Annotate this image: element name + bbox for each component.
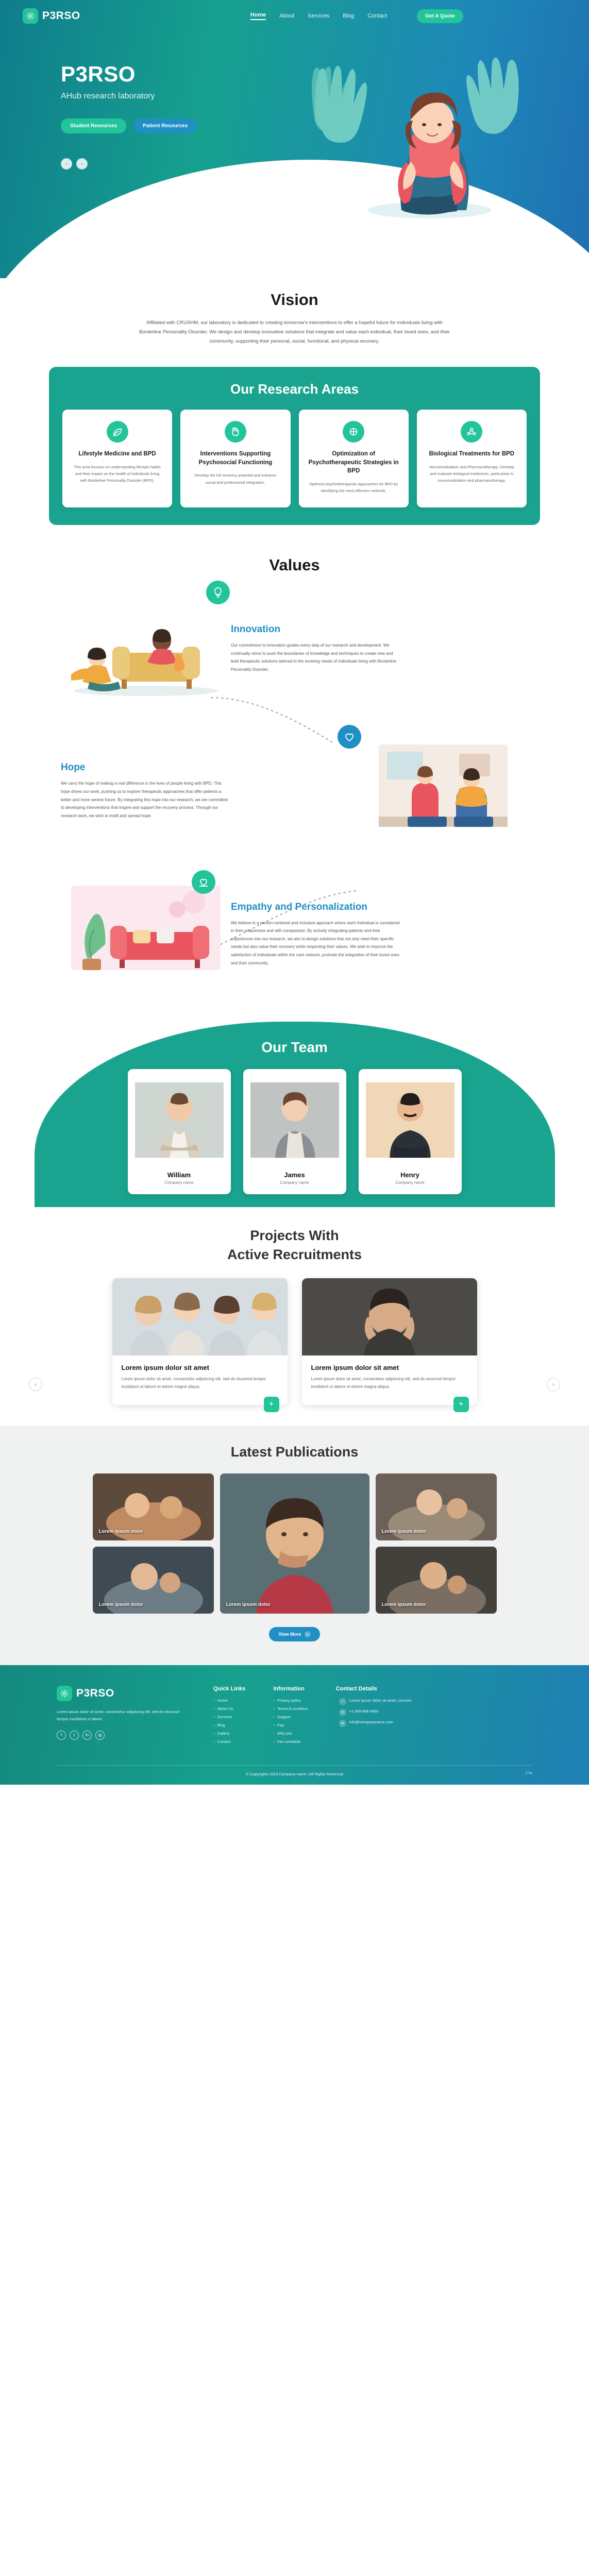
view-more-label: View More bbox=[278, 1632, 301, 1637]
publication-caption: Lorem ipsum dolor bbox=[381, 1602, 426, 1608]
project-card-list bbox=[0, 1278, 589, 1409]
publications-column-left bbox=[93, 1473, 214, 1614]
team-card-list bbox=[0, 1069, 589, 1194]
linkedin-icon[interactable]: in bbox=[82, 1731, 92, 1740]
publications-grid bbox=[0, 1473, 589, 1614]
innovation-illustration bbox=[61, 597, 231, 700]
research-card-title: Interventions Supporting Psychosocial Functioning bbox=[198, 451, 273, 466]
footer-contact bbox=[336, 1686, 412, 1748]
team-title: Our Team bbox=[261, 1039, 328, 1056]
research-card-list bbox=[49, 410, 540, 507]
value-text-empathy bbox=[231, 902, 528, 968]
publication-card[interactable] bbox=[376, 1473, 497, 1540]
projects-section bbox=[0, 1208, 589, 1426]
molecule-icon bbox=[461, 421, 482, 443]
footer-quick-links-title: Quick Links bbox=[213, 1686, 246, 1692]
value-row-hope bbox=[0, 739, 589, 842]
nav-links bbox=[250, 9, 463, 23]
footer-logo-text: P3RSO bbox=[76, 1687, 114, 1700]
hero-prev-arrow-icon[interactable]: ‹ bbox=[61, 158, 72, 170]
publication-caption: Lorem ipsum dolor bbox=[381, 1529, 426, 1535]
project-expand-plus-icon[interactable]: + bbox=[264, 1397, 279, 1412]
logo-text: P3RSO bbox=[42, 10, 80, 22]
publication-card[interactable] bbox=[93, 1547, 214, 1614]
research-card[interactable] bbox=[62, 410, 172, 507]
value-heading: Empathy and Personalization bbox=[231, 901, 367, 912]
hero-subtitle: AHub research laboratory bbox=[61, 92, 155, 100]
value-body: Our commitment to innovation guides every step of our research and development. We continually strive to push the boundaries of knowledge and techniques to create new and bold therapeutic solutions tailored to the evolving needs of individuals living with Borderline Personality Disorder. bbox=[231, 643, 397, 672]
top-navbar bbox=[0, 0, 589, 32]
footer-contact-title: Contact Details bbox=[335, 1686, 377, 1692]
footer-link[interactable]: › Home bbox=[213, 1698, 245, 1703]
copyright-text: © Copyrights 2023 Company name | All Rights Reserved bbox=[246, 1772, 343, 1777]
social-links bbox=[57, 1731, 186, 1740]
team-member-role: Company name bbox=[395, 1180, 425, 1185]
value-heading: Innovation bbox=[231, 624, 281, 635]
publication-card[interactable] bbox=[376, 1547, 497, 1614]
footer-credit: CTA bbox=[525, 1772, 532, 1776]
values-section bbox=[0, 554, 589, 986]
team-member-card[interactable] bbox=[243, 1069, 346, 1194]
research-card-body: Neuromodulation and Pharmacotherapy. Develop and evaluate biological treatments, particularly in neuromodulation and pharmacotherapy. bbox=[429, 464, 514, 483]
footer-link[interactable]: › Services bbox=[213, 1715, 245, 1719]
project-title: Lorem ipsum dolor sit amet bbox=[311, 1364, 399, 1372]
footer-link[interactable]: › Terms & condition bbox=[273, 1706, 308, 1711]
contact-address-text: Lorem ipsum dolor sit amet, conseer bbox=[349, 1698, 412, 1703]
research-title: Our Research Areas bbox=[230, 381, 359, 397]
footer-link[interactable]: › About Us bbox=[213, 1706, 245, 1711]
publications-section bbox=[0, 1426, 589, 1665]
value-body: We carry the hope of making a real difference in the lives of people living with BPD. This hope drives our work, pushing us to explore therapeutic approaches that offer patients a better and more serene future. By integrating this hope into our research, we are committed to developing interventions that inspire and support the recovery process. Through our research work, we wish to instill and spread hope. bbox=[61, 781, 228, 818]
research-card-body: This area focuses on understanding lifestyle habits and their impact on the health of individuals living with Borderline Personality Disorder (BPD). bbox=[74, 464, 161, 483]
avatar bbox=[366, 1076, 455, 1164]
footer-logo[interactable] bbox=[57, 1686, 186, 1701]
publications-column-right bbox=[376, 1473, 497, 1614]
footer-description: Lorem ipsum dolor sit amet, consectetur adipiscing elit, sed do eiusmod tempor incididunt ut labore. bbox=[57, 1709, 179, 1722]
project-body: Lorem ipsum dolor sit amet, consectetur adipiscing elit, sed do eiusmod tempor incididunt ut labore et dolore magna aliqua. bbox=[121, 1377, 266, 1389]
site-footer bbox=[0, 1665, 589, 1785]
footer-information-title: Information bbox=[273, 1686, 305, 1692]
contact-email[interactable] bbox=[336, 1720, 412, 1727]
research-card-body: Develop the full recovery potential and enhance social and professional integration. bbox=[194, 473, 277, 485]
footer-link[interactable]: › Privacy policy bbox=[273, 1698, 308, 1703]
leaf-icon bbox=[107, 421, 128, 443]
location-icon: ⌖ bbox=[339, 1698, 346, 1705]
footer-link[interactable]: › Fee schedule bbox=[273, 1739, 308, 1744]
hope-illustration bbox=[358, 739, 528, 842]
student-resources-button[interactable]: Student Resources bbox=[61, 118, 126, 133]
value-heading: Hope bbox=[61, 762, 86, 773]
contact-email-text: info@companyname.com bbox=[349, 1720, 393, 1725]
project-body: Lorem ipsum dolor sit amet, consectetur adipiscing elit, sed do eiusmod tempor incididunt ut labore et dolore magna aliqua. bbox=[311, 1377, 456, 1389]
contact-phone[interactable] bbox=[336, 1709, 412, 1716]
publication-caption: Lorem ipsum dolor bbox=[226, 1602, 271, 1608]
footer-link[interactable]: › Gallery bbox=[213, 1731, 245, 1736]
research-card-body: Optimize psychotherapeutic approaches for BPD by identifying the most effective methods. bbox=[309, 482, 398, 494]
team-member-name: James bbox=[284, 1171, 305, 1179]
values-rows bbox=[0, 597, 589, 986]
nav-item-about[interactable]: About bbox=[279, 13, 295, 19]
hands-icon bbox=[225, 421, 246, 443]
footer-brand bbox=[57, 1686, 186, 1748]
projects-title-line2: Active Recruitments bbox=[227, 1246, 362, 1262]
avatar bbox=[135, 1076, 224, 1164]
hero-title: P3RSO bbox=[61, 62, 136, 86]
value-body: We believe in a person-centered and inclusive approach where each individual is considered in their uniqueness and with compassion. By actively integrating patients and their experiences into our research, we aim to design solutions that not only meet their specific needs but also value their recovery while respecting their values. We wish to improve the satisfaction of individuals within the care network, promote the integration of their loved ones and their community. bbox=[231, 920, 400, 965]
project-expand-plus-icon[interactable]: + bbox=[453, 1397, 469, 1412]
projects-title bbox=[0, 1226, 589, 1264]
avatar bbox=[250, 1076, 339, 1164]
footer-bottom-bar bbox=[57, 1765, 532, 1785]
contact-address[interactable] bbox=[336, 1698, 412, 1705]
hero-next-arrow-icon[interactable]: › bbox=[76, 158, 88, 170]
team-member-card[interactable] bbox=[359, 1069, 462, 1194]
empathy-illustration bbox=[61, 883, 231, 986]
patient-resources-button[interactable]: Patient Resources bbox=[133, 118, 197, 133]
hero-illustration bbox=[300, 29, 543, 235]
brain-icon bbox=[343, 421, 364, 443]
research-areas-section bbox=[0, 367, 589, 554]
team-member-role: Company name bbox=[280, 1180, 309, 1185]
projects-next-arrow-icon[interactable]: › bbox=[547, 1378, 560, 1391]
footer-link[interactable]: › Contact bbox=[213, 1739, 245, 1744]
nav-item-home[interactable]: Home bbox=[250, 12, 266, 20]
research-card[interactable] bbox=[180, 410, 290, 507]
logo-mark-icon bbox=[23, 8, 38, 24]
site-logo[interactable] bbox=[23, 8, 80, 24]
twitter-icon[interactable]: t bbox=[70, 1731, 79, 1740]
project-card[interactable] bbox=[112, 1278, 288, 1409]
publication-card[interactable] bbox=[93, 1473, 214, 1540]
contact-phone-text: +1 999 888 6666 bbox=[349, 1709, 379, 1714]
nav-item-blog[interactable]: Blog bbox=[343, 13, 355, 19]
team-member-name: William bbox=[167, 1171, 191, 1179]
research-card-title: Lifestyle Medicine and BPD bbox=[78, 451, 156, 457]
research-card[interactable] bbox=[299, 410, 409, 507]
publication-card-featured[interactable] bbox=[220, 1473, 369, 1614]
project-image bbox=[302, 1278, 477, 1355]
value-row-innovation bbox=[0, 597, 589, 700]
value-text-hope bbox=[61, 762, 358, 820]
research-card-title: Optimization of Psychotherapeutic Strategies in BPD bbox=[308, 451, 399, 474]
hero-section bbox=[0, 0, 589, 278]
value-text-innovation bbox=[231, 624, 528, 673]
project-image bbox=[112, 1278, 288, 1355]
get-quote-button[interactable]: Get A Quote bbox=[417, 9, 463, 23]
research-card[interactable] bbox=[417, 410, 527, 507]
vision-body: Affiliated with CRUSHM, our laboratory is dedicated to creating tomorrow's interventions to offer a hopeful future for individuals living with Borderline Personality Disorder. We design and develop innovative solutions that integrate and value each individual, their loved ones, and their community, supporting their personal, social, functional, and physical recovery. bbox=[139, 320, 450, 345]
nav-item-contact[interactable]: Contact bbox=[367, 13, 388, 19]
footer-link[interactable]: › Faq bbox=[273, 1723, 308, 1727]
arrow-right-icon: › bbox=[305, 1631, 311, 1637]
publication-caption: Lorem ipsum dolor bbox=[98, 1529, 143, 1535]
research-card-title: Biological Treatments for BPD bbox=[429, 451, 515, 457]
projects-title-line1: Projects With bbox=[250, 1228, 339, 1244]
projects-prev-arrow-icon[interactable]: ‹ bbox=[29, 1378, 42, 1391]
values-title: Values bbox=[269, 556, 320, 574]
project-card[interactable] bbox=[302, 1278, 477, 1409]
footer-link[interactable]: › Support bbox=[273, 1715, 308, 1719]
value-row-empathy bbox=[0, 883, 589, 986]
footer-quick-links bbox=[213, 1686, 245, 1748]
team-member-role: Company name bbox=[164, 1180, 194, 1185]
footer-link[interactable]: › Why join bbox=[273, 1731, 308, 1736]
footer-logo-mark-icon bbox=[57, 1686, 72, 1701]
team-member-card[interactable] bbox=[128, 1069, 231, 1194]
nav-item-services[interactable]: Services bbox=[308, 13, 330, 19]
footer-information bbox=[273, 1686, 308, 1748]
instagram-icon[interactable]: ig bbox=[95, 1731, 105, 1740]
publications-title: Latest Publications bbox=[230, 1444, 359, 1460]
publication-caption: Lorem ipsum dolor bbox=[98, 1602, 143, 1608]
facebook-icon[interactable]: f bbox=[57, 1731, 66, 1740]
footer-link[interactable]: › Blog bbox=[213, 1723, 245, 1727]
project-title: Lorem ipsum dolor sit amet bbox=[121, 1364, 209, 1372]
vision-title: Vision bbox=[271, 291, 318, 309]
team-next-arrow-icon[interactable]: › bbox=[556, 1122, 569, 1136]
team-prev-arrow-icon[interactable]: ‹ bbox=[20, 1122, 33, 1136]
vision-section bbox=[0, 278, 589, 367]
mail-icon: ✉ bbox=[339, 1720, 346, 1727]
team-member-name: Henry bbox=[400, 1171, 419, 1179]
team-section bbox=[0, 1022, 589, 1208]
phone-icon: ✆ bbox=[339, 1709, 346, 1716]
view-more-button[interactable] bbox=[269, 1627, 319, 1641]
